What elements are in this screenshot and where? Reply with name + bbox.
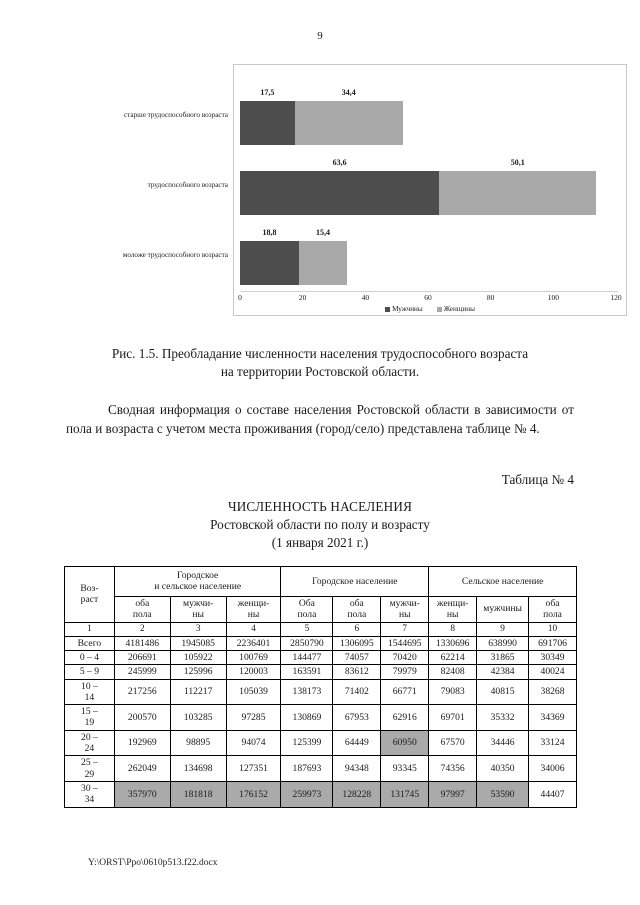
table-cell-value: 94348 <box>333 756 381 782</box>
table-cell-age: 25 – 29 <box>65 756 115 782</box>
chart-x-tick-5: 100 <box>547 293 559 302</box>
table-cell-value: 176152 <box>226 782 281 808</box>
table-cell-value: 200570 <box>114 705 170 731</box>
table-cell-value: 187693 <box>281 756 333 782</box>
table-column-number-row <box>65 622 577 636</box>
table-cell-value: 262049 <box>114 756 170 782</box>
table-cell-value: 2850790 <box>281 636 333 650</box>
table-body <box>65 636 577 807</box>
chart-legend-label-1: Женщины <box>443 305 475 313</box>
chart-x-tick-2: 40 <box>361 293 370 302</box>
table-title <box>70 498 570 551</box>
chart-value-label-1-1: 50,1 <box>510 158 525 167</box>
header-urban: Городское население <box>281 567 429 597</box>
figure-caption <box>70 345 570 380</box>
header-age-line2: раст <box>80 594 99 606</box>
table-cell-value: 74356 <box>429 756 477 782</box>
table-cell-value: 34446 <box>477 730 529 756</box>
table-row <box>65 705 577 731</box>
table-sub-header-2: оба пола <box>114 596 170 622</box>
table-cell-value: 4181486 <box>114 636 170 650</box>
table-cell-value: 128228 <box>333 782 381 808</box>
table-cell-value: 97285 <box>226 705 281 731</box>
table-title-line-1: ЧИСЛЕННОСТЬ НАСЕЛЕНИЯ <box>227 499 413 514</box>
population-table <box>64 566 577 808</box>
chart-legend-item-1 <box>437 305 475 313</box>
table-sub-header-6: оба пола <box>333 596 381 622</box>
table-cell-value: 44407 <box>529 782 577 808</box>
table-cell-value: 1544695 <box>381 636 429 650</box>
table-cell-age: Всего <box>65 636 115 650</box>
table-cell-value: 38268 <box>529 679 577 705</box>
table-row <box>65 730 577 756</box>
table-cell-value: 1330696 <box>429 636 477 650</box>
table-cell-value: 100769 <box>226 650 281 664</box>
table-number-label: Таблица № 4 <box>501 472 574 487</box>
table-row <box>65 679 577 705</box>
table-column-number-1: 1 <box>65 622 115 636</box>
chart-category-label-1: трудоспособного возраста <box>147 181 228 189</box>
chart-legend <box>234 305 626 313</box>
table-cell-value: 34369 <box>529 705 577 731</box>
table-cell-value: 192969 <box>114 730 170 756</box>
chart-x-tick-4: 80 <box>486 293 495 302</box>
table-cell-value: 130869 <box>281 705 333 731</box>
chart-legend-label-0: Мужчины <box>392 305 423 313</box>
table-cell-value: 83612 <box>333 665 381 679</box>
page-number: 9 <box>317 30 323 42</box>
table-cell-value: 638990 <box>477 636 529 650</box>
table-cell-value: 120003 <box>226 665 281 679</box>
table-cell-age: 10 – 14 <box>65 679 115 705</box>
table-cell-value: 62214 <box>429 650 477 664</box>
table-cell-value: 134698 <box>170 756 226 782</box>
chart-x-tick-0: 0 <box>238 293 242 302</box>
table-head <box>65 567 577 637</box>
table-cell-value: 93345 <box>381 756 429 782</box>
table-cell-value: 66771 <box>381 679 429 705</box>
table-title-line-3: (1 января 2021 г.) <box>271 534 369 550</box>
table-cell-value: 2236401 <box>226 636 281 650</box>
table-sub-header-9: мужчины <box>477 596 529 622</box>
chart-value-label-0-1: 34,4 <box>341 88 356 97</box>
table-cell-value: 206691 <box>114 650 170 664</box>
table-cell-value: 105922 <box>170 650 226 664</box>
table-cell-value: 181818 <box>170 782 226 808</box>
chart-segment-женщины-1 <box>439 171 596 215</box>
table-cell-value: 125399 <box>281 730 333 756</box>
chart-segment-женщины-2 <box>299 241 347 285</box>
table-row <box>65 636 577 650</box>
table-cell-value: 245999 <box>114 665 170 679</box>
table-cell-value: 67570 <box>429 730 477 756</box>
chart-segment-мужчины-1 <box>240 171 439 215</box>
chart-x-tick-3: 60 <box>424 293 432 302</box>
table-cell-value: 94074 <box>226 730 281 756</box>
table-sub-header-row <box>65 596 577 622</box>
table-cell-value: 138173 <box>281 679 333 705</box>
header-urban-and-rural <box>114 567 281 597</box>
table-cell-value: 82408 <box>429 665 477 679</box>
table-cell-value: 112217 <box>170 679 226 705</box>
figure-caption-line-2: на территории Ростовской области. <box>220 363 420 379</box>
table-cell-value: 74057 <box>333 650 381 664</box>
table-cell-value: 67953 <box>333 705 381 731</box>
table-sub-header-3: мужчи- ны <box>170 596 226 622</box>
chart-legend-swatch-1 <box>437 307 442 312</box>
table-sub-header-7: мужчи- ны <box>381 596 429 622</box>
chart-x-tick-6: 120 <box>610 293 622 302</box>
table-cell-value: 53590 <box>477 782 529 808</box>
table-cell-value: 127351 <box>226 756 281 782</box>
table-sub-header-8: женщи- ны <box>429 596 477 622</box>
table-cell-age: 0 – 4 <box>65 650 115 664</box>
table-cell-age: 15 – 19 <box>65 705 115 731</box>
figure-caption-line-1: Рис. 1.5. Преобладание численности населения трудоспособного возраста <box>111 346 529 361</box>
table-cell-value: 70420 <box>381 650 429 664</box>
table-group-header-row <box>65 567 577 597</box>
table-cell-age: 20 – 24 <box>65 730 115 756</box>
table-cell-value: 33124 <box>529 730 577 756</box>
chart-segment-мужчины-2 <box>240 241 299 285</box>
table-cell-value: 103285 <box>170 705 226 731</box>
chart-segment-женщины-0 <box>295 101 403 145</box>
table-column-number-5: 5 <box>281 622 333 636</box>
table-cell-value: 60950 <box>381 730 429 756</box>
table-column-number-8: 8 <box>429 622 477 636</box>
table-sub-header-5: Оба пола <box>281 596 333 622</box>
table-cell-value: 30349 <box>529 650 577 664</box>
table-column-number-6: 6 <box>333 622 381 636</box>
table-column-number-10: 10 <box>529 622 577 636</box>
table-cell-value: 98895 <box>170 730 226 756</box>
document-footer-path: Y:\ORST\Ppo\0610p513.f22.docx <box>88 858 218 868</box>
table-cell-value: 357970 <box>114 782 170 808</box>
table-cell-value: 62916 <box>381 705 429 731</box>
body-paragraph: Сводная информация о составе населения Ростовской области в зависимости от пола и возраста с учетом места проживания (город/село) представлена таблице № 4. <box>66 402 574 437</box>
chart-value-label-2-0: 18,8 <box>262 228 277 237</box>
chart-value-label-0-0: 17,5 <box>260 88 275 97</box>
table-cell-value: 79979 <box>381 665 429 679</box>
table-cell-value: 40815 <box>477 679 529 705</box>
table-cell-value: 42384 <box>477 665 529 679</box>
table-cell-value: 144477 <box>281 650 333 664</box>
table-cell-value: 97997 <box>429 782 477 808</box>
population-table-wrapper <box>64 566 577 808</box>
table-title-line-2: Ростовской области по полу и возрасту <box>210 516 430 532</box>
table-cell-value: 125996 <box>170 665 226 679</box>
table-row <box>65 782 577 808</box>
table-cell-value: 163591 <box>281 665 333 679</box>
table-cell-value: 34006 <box>529 756 577 782</box>
table-column-number-7: 7 <box>381 622 429 636</box>
header-urban-and-rural-line2: и сельское население <box>154 581 242 593</box>
chart-x-tick-1: 20 <box>298 293 307 302</box>
table-cell-value: 105039 <box>226 679 281 705</box>
table-row <box>65 650 577 664</box>
table-column-number-4: 4 <box>226 622 281 636</box>
chart-value-label-1-0: 63,6 <box>332 158 347 167</box>
table-cell-value: 40350 <box>477 756 529 782</box>
header-urban-and-rural-line1: Городское <box>177 570 219 581</box>
chart-x-axis-line <box>240 291 618 292</box>
chart-plot-area <box>122 65 626 315</box>
chart-segment-мужчины-0 <box>240 101 295 145</box>
table-row <box>65 756 577 782</box>
chart-legend-swatch-0 <box>385 307 390 312</box>
chart-legend-item-0 <box>385 305 423 313</box>
table-cell-value: 691706 <box>529 636 577 650</box>
table-cell-value: 71402 <box>333 679 381 705</box>
table-cell-value: 64449 <box>333 730 381 756</box>
header-age <box>65 567 115 623</box>
table-cell-age: 5 – 9 <box>65 665 115 679</box>
table-cell-value: 40024 <box>529 665 577 679</box>
header-rural: Сельское население <box>429 567 577 597</box>
table-column-number-9: 9 <box>477 622 529 636</box>
header-age-line1: Воз- <box>80 583 99 594</box>
table-column-number-2: 2 <box>114 622 170 636</box>
table-cell-value: 131745 <box>381 782 429 808</box>
table-cell-value: 217256 <box>114 679 170 705</box>
table-cell-value: 35332 <box>477 705 529 731</box>
table-cell-value: 79083 <box>429 679 477 705</box>
chart-value-label-2-1: 15,4 <box>316 228 331 237</box>
table-sub-header-4: женщи- ны <box>226 596 281 622</box>
table-cell-value: 259973 <box>281 782 333 808</box>
chart-category-label-2: моложе трудоспособного возраста <box>122 251 228 259</box>
table-row <box>65 665 577 679</box>
table-cell-value: 1945085 <box>170 636 226 650</box>
table-cell-age: 30 – 34 <box>65 782 115 808</box>
chart-category-label-0: старше трудоспособного возраста <box>123 111 228 119</box>
table-cell-value: 69701 <box>429 705 477 731</box>
table-cell-value: 31865 <box>477 650 529 664</box>
stacked-bar-chart <box>122 64 627 316</box>
table-sub-header-10: оба пола <box>529 596 577 622</box>
table-cell-value: 1306095 <box>333 636 381 650</box>
table-column-number-3: 3 <box>170 622 226 636</box>
